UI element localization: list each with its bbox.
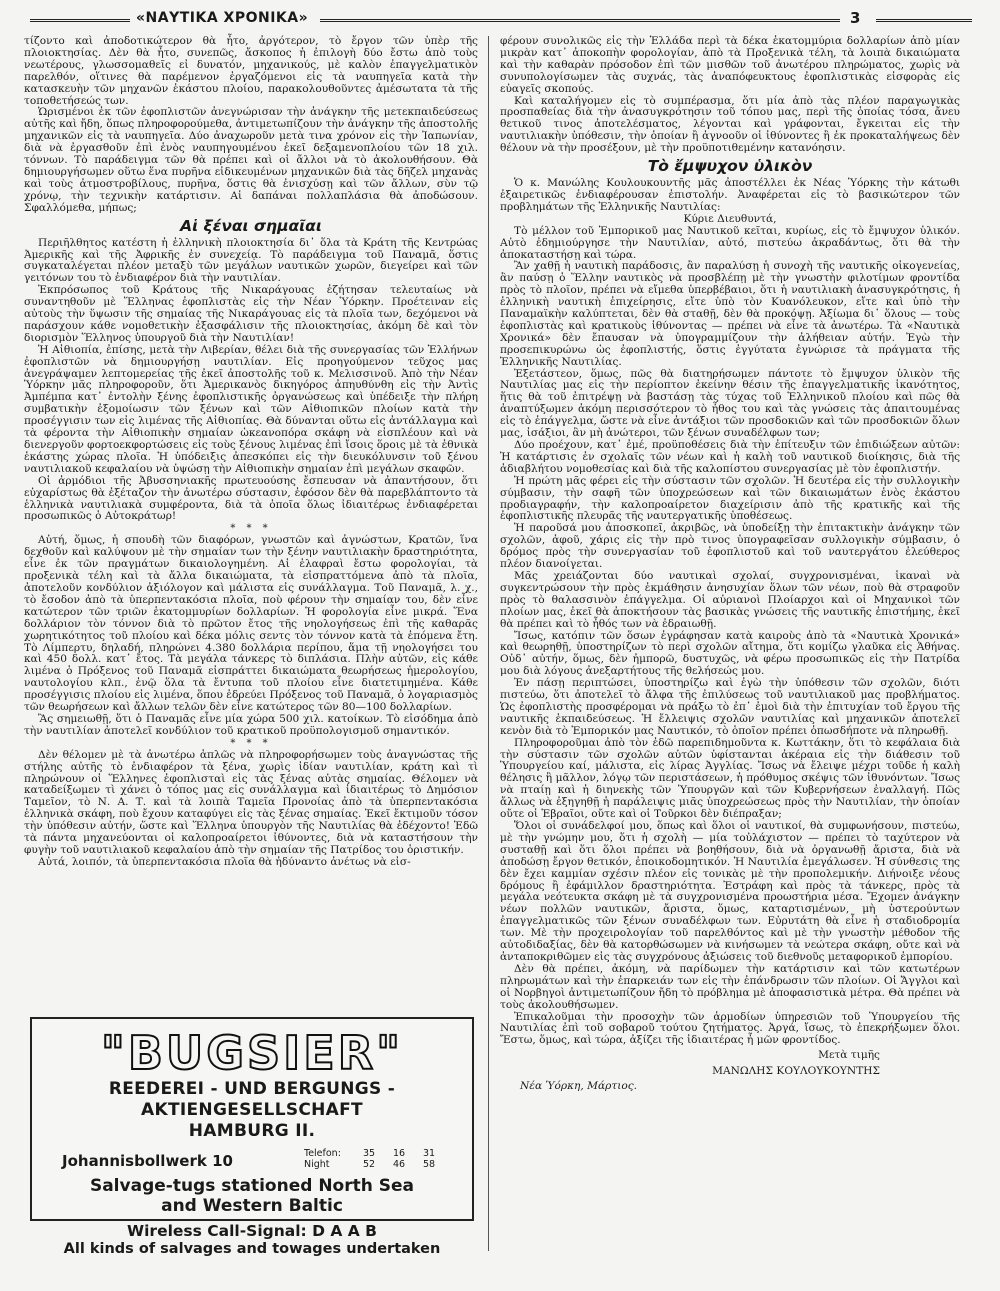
page-number: 3 [850,9,861,27]
phone-number: 52 [362,1159,376,1170]
paragraph: Οἱ ἁρμόδιοι τῆς Ἀβυσσηνιακῆς πρωτευούσης ἔσπευσαν νὰ ἀπαντήσουν, ὅτι εὐχαρίστως θὰ ἐξέταζον τὴν ἀνωτέρω σύστασιν, ἐφόσον δὲν θὰ παρεβλάπτοντο τὰ ἑλληνικὰ ναυτιλιακὰ συμφέροντα, διὰ τὰ ὁποῖα ὅλως ἰδιαιτέρως ἐνδιαφέρεται προσωπικῶς ὁ Αὐτοκράτωρ! [24,474,478,523]
paragraph: φέρουν συνολικῶς εἰς τὴν Ἑλλάδα περὶ τὰ δέκα ἑκατομμύρια δολλαρίων ἀπὸ μίαν μικρὰν κατ᾽ ἀποκοπὴν φορολογίαν, ἀπὸ τὰ Προξενικὰ τέλη, τὰ λοιπὰ δικαιώματα καὶ τὴν καθαρὰν πρόσοδον ἐπὶ τῶν μισθῶν τοῦ ἀνωτέρου πληρώματος, χωρὶς νὰ συνυπολογίσωμεν τὰς συχνάς, τὰς ἀναπόφευκτους ἐφοπλιστικὰς εἰσφορὰς εἰς εὐαγεῖς σκοπούς. [500,35,960,95]
phone-number: 31 [422,1148,436,1159]
header-rule [320,19,840,22]
header-rule [876,19,972,22]
paragraph: Πληροφοροῦμαι ἀπὸ τὸν ἐδῶ παρεπιδημοῦντα κ. Κωττάκην, ὅτι τὸ κεφάλαια διὰ τὴν σύστασιν τῶν σχολῶν αὐτῶν ὑφίστανται ἀκέραια εἰς τὴν διάθεσιν τοῦ Ὑπουργείου καί, μάλιστα, εἰς λίρας Ἀγγλίας. Ἴσως νὰ ἔλειψε μέχρι τοῦδε ἡ καλὴ θέλησις ἢ μᾶλλον, λόγῳ τῶν περιστάσεων, ἡ πρόθυμος σκέψις τῶν ἰθυνόντων. Ἴσως νὰ πταίῃ καὶ ἡ διηνεκὴς τῶν Ὑπουργῶν καὶ τῶν Κυβερνήσεων ἐναλλαγή. Πῶς ἄλλως νὰ ἐξηγηθῇ ἡ παράλειψις μιᾶς ὑποχρεώσεως πρὸς τὴν Ναυτιλίαν, τὴν ὁποίαν οὔτε οἱ Ἑβραῖοι, οὔτε καὶ οἱ Τοῦρκοι δὲν διέπραξαν; [500,736,960,821]
paragraph: τίζοντο καὶ ἀποδοτικώτερον θὰ ἦτο, ἀργότερον, τὸ ἔργον τῶν ὑπὲρ τῆς πλοιοκτησίας. Δὲν θὰ ἦτο, συνεπῶς, ἄσκοπος ἡ ἐπιλογὴ δύο ἔστω ἀπὸ τοὺς νεωτέρους, γλωσσομαθεῖς εἰ δυνατόν, μηχανικούς, μὲ καλὸν ἐπαγγελματικὸν παρελθόν, οἵτινες θὰ παρέμενον ἐργαζόμενοι εἰς τὰ ναυπηγεῖα κατὰ τὴν κατασκευὴν τῶν μηχανῶν ἑκάστου πλοίου, παρακολουθοῦντες ἀμέσωτατα τὰ τῆς τοποθετήσεώς των. [24,35,478,107]
paragraph: Ἐξετάστεον, ὅμως, πῶς θὰ διατηρήσωμεν πάντοτε τὸ ἔμψυχον ὑλικὸν τῆς Ναυτιλίας μας εἰς τὴν περίοπτον ἐκείνην θέσιν τῆς ἐπαγγελματικῆς ἱκανότητος, ἥτις θὰ τοῦ ἐπιτρέψῃ νὰ βαστάσῃ τὰς τύχας τοῦ Ἑλληνικοῦ πλοίου καὶ πῶς θὰ ἀναπτύξωμεν ἀκόμη περισσότερον τὸ ἦθος του καὶ τὰς γνώσεις τὰς ἀπαιτουμένας εἰς τὸ ἐπάγγελμα, ὥστε νὰ εἶνε ἀντάξιοι τῶν προσδοκιῶν καὶ τῶν προσδοκιῶν ὅλων μας, ἰσάξιοι, ἂν μὴ ἀνώτεροι, τῶν ξένων συναδέλφων των; [500,367,960,440]
paragraph: Ἐκπρόσωπος τοῦ Κράτους τῆς Νικαράγουας ἐζήτησαν τελευταίως νὰ συναντηθοῦν μὲ Ἕλληνας ἐφοπλιστὰς εἰς τὴν Νέαν Ὑόρκην. Προέτειναν εἰς αὐτοὺς τὴν ὕψωσιν τῆς σημαίας τῆς Νικαράγουας εἰς τὰ πλοῖα των, δεχόμενοι νὰ παράσχουν κάθε νομοθετικὴν ἐξασφάλισιν τῆς πλοιοκτησίας, ἀκόμη δὲ καὶ τὸν διορισμὸν Ἕλληνος ὑπουργοῦ διὰ τὴν Ναυτιλίαν! [24,284,478,344]
phone-label: Night [304,1159,330,1170]
section-heading: Τὸ ἔμψυχον ὑλικὸν [647,157,813,176]
paragraph: Αὐτή, ὅμως, ἡ σπουδὴ τῶν διαφόρων, γνωστῶν καὶ ἀγνώστων, Κρατῶν, ἵνα δεχθοῦν καὶ καλύψουν μὲ τὴν σημαίαν των τὴν ξένην ναυτιλιακὴν δραστηριότητα, εἶνε ἐκ τῶν πραγμάτων δικαιολογημένη. Αἱ ἐλαφραὶ ἔστω φορολογίαι, τὰ προξενικὰ τέλη καὶ τὰ ἄλλα δικαιώματα, τὰ εἰσπραττόμενα ἀπὸ τὰ πλοῖα, ἀποτελοῦν κονδύλιον ἀξιόλογον καὶ μάλιστα εἰς συνάλλαγμα. Τοῦ Παναμᾶ, λ. χ., τὸ ἔσοδον ἀπὸ τὰ ὑπερπεντακόσια πλοῖα, ποὺ φέρουν τὴν σημαίαν του, δὲν εἶνε κατώτερον τῶν τριῶν ἑκατομμυρίων δολλαρίων. Ἡ φορολογία εἶνε μικρά. Ἕνα δολλάριον τὸν τόννον διὰ τὸ πρῶτον ἔτος τῆς νηολογήσεως ἐπὶ τῆς καθαρᾶς χωρητικότητος τοῦ πλοίου καὶ δέκα μόλις σεντς τὸν τόννον κατὰ τὰ ἑπόμενα ἔτη. Τὸ Λίμπερτυ, δηλαδή, πληρώνει 4.380 δολλάρια περίπου, ἅμα τῇ νηολογήσει του καὶ 450 δολλ. κατ᾽ ἔτος. Τὰ μεγάλα τάνκερς τὸ διπλάσια. Πλὴν αὐτῶν, εἰς κάθε λιμένα ὁ Πρόξενος τοῦ Παναμᾶ εἰσπράττει δικαιώματα θεωρήσεως ἡμερολογίου, ναυτολογίου κλπ., ἐνῷ ὅλα τὰ ἔντυπα τοῦ πλοίου εἶνε διατετιμημένα. Κάθε προσέγγισις πλοίου εἰς λιμένα, ὅπου ἐδρεύει Πρόξενος τοῦ Παναμᾶ, ὁ λογαριασμὸς τῶν θεωρήσεων καὶ ἄλλων τελῶν δὲν εἶνε κατώτερος τῶν 80—100 δολλαρίων. [24,534,478,714]
ad-services: All kinds of salvages and towages undertaken [63,1241,441,1257]
page-header [18,10,982,30]
place-and-date: Νέα Ὑόρκη, Μάρτιος. [520,1080,638,1093]
paragraph: Δὲν θέλομεν μὲ τὰ ἀνωτέρω ἁπλῶς νὰ πληροφορήσωμεν τοὺς ἀναγνώστας τῆς στήλης αὐτῆς τὸ ἐνδιαφέρον τὰ ξένα, χωρὶς ἰδίαν ναυτιλίαν, κράτη καὶ τὶ πληρώνουν οἱ Ἕλληνες ἐφοπλισταὶ εἰς τὰς ξένας αὐτὰς σημαίας. Θέλομεν νὰ καταδείξωμεν τὶ χάνει ὁ τόπος μας εἰς συνάλλαγμα καὶ ἰδιαιτέρως τὸ Δημόσιον Ταμεῖον, τὸ Ν. Α. Τ. καὶ τὰ λοιπὰ Ταμεῖα Προνοίας ἀπὸ τὰ ὑπερπεντακόσια ἑλληνικὰ σκάφη, ποὺ ἔχουν καταφύγει εἰς τὰς ξένας σημαίας. Ἐκεῖ ἔκτιμοῦν τόσον τὴν ὑπόθεσιν αὐτήν, ὥστε καὶ Ἕλληνα ὑπουργὸν τῆς Ναυτιλίας θὰ ἐδέχοντο! Ἐδῶ τὰ πάντα μηχανεύονται οἱ καλοπροαίρετοι ἰθύνοντες, διὰ νὰ καταστήσουν τὴν φυγὴν τοῦ ναυτιλιακοῦ κεφαλαίου ἀπὸ τὴν σημαίαν τῆς Πατρίδος του ὁριστικήν. [24,748,478,856]
ad-tagline: and Western Baltic [161,1196,343,1216]
column-divider [488,36,489,1251]
company-logo: "BUGSIER" [100,1026,404,1080]
paragraph: Αὐτά, λοιπόν, τὰ ὑπερπεντακόσια πλοῖα θὰ ἠδύναντο ἀνέτως νὰ εἰσ- [38,855,411,868]
letter-signature: ΜΑΝΩΛΗΣ ΚΟΥΛΟΥΚΟΥΝΤΗΣ [712,1065,880,1078]
left-column [24,36,478,869]
section-heading: Αἱ ξέναι σημαῖαι [180,216,322,235]
phone-number: 58 [422,1159,436,1170]
section-separator: * * * [230,523,272,535]
paragraph: Τὸ μέλλον τοῦ Ἐμπορικοῦ μας Ναυτικοῦ κεῖται, κυρίως, εἰς τὸ ἔμψυχον ὑλικόν. Αὐτὸ ἐδημιούργησε τὴν Ναυτιλίαν, αὐτό, πιστεύω ἀκραδάντως, ὅτι θὰ τὴν ἀποκαταστήσῃ καὶ τώρα. [500,224,960,261]
bugsier-advertisement [30,1017,474,1257]
phone-number: 35 [362,1148,376,1159]
paragraph: Δύο προέχουν, κατ᾽ ἐμέ, προϋποθέσεις διὰ τὴν ἐπίτευξιν τῶν ἐπιδιώξεων αὐτῶν: Ἡ κατάρτισις ἐν σχολαῖς τῶν νέων καὶ ἡ καλὴ τοῦ ναυτικοῦ διοίκησις, διὰ τῆς ἀδιαβλήτου νομοθεσίας καὶ διὰ τῆς καλοπίστου συνεργασίας μὲ τὸν ἐφοπλιστήν. [500,439,960,475]
paragraph: Καὶ καταλήγομεν εἰς τὸ συμπέρασμα, ὅτι μία ἀπὸ τὰς πλέον παραγωγικὰς προσπαθείας διὰ τὴν ἀνασυγκρότησιν τοῦ τόπου μας, περὶ τῆς ὁποίας τόσα, ἄνευ θετικοῦ τινος ἀποτελέσματος, λέγονται καὶ γράφονται, ἔγκειται εἰς τὴν ναυτιλιακὴν ὑπόθεσιν, τὴν ὁποίαν ἢ ἀγνοοῦν οἱ ἰθύνοντες ἢ ἐκ προκαταλήψεως δὲν θέλουν νὰ τὴν προσέξουν, μὲ τὴν προϋποτιθεμένην κατανόησιν. [500,94,960,155]
paragraph: Ἂν χαθῇ ἡ ναυτικὴ παράδοσις, ἂν παραλύσῃ ἡ συνοχὴ τῆς ναυτικῆς οἰκογενείας, ἂν παύσῃ ὁ Ἕλλην ναυτικὸς νὰ προσβλέπῃ μὲ τὴν γνωστὴν φιλοτίμων φροντίδα πρὸς τὸ πλοῖον, πρέπει νὰ εἴμεθα ὑπερβέβαιοι, ὅτι ἡ ναυτιλιακὴ ἀνασυγκρότησις, ἡ ἑλληνικὴ ναυτικὴ ἐπιχείρησις, εἴτε ὑπὸ τὸν Κυανόλευκον, εἴτε καὶ ὑπὸ τὴν Παναμαϊκὴν καλύπτεται, δὲν θὰ σταθῇ, δὲν θὰ προκόψῃ. Ἀξίωμα δι᾽ ὅλους — τοὺς ἐφοπλιστὰς καὶ κρατικοὺς ἰθύνοντας — πρέπει νὰ εἶνε τὰ ἀνωτέρω. Τὰ «Ναυτικὰ Χρονικά» δὲν ἔπαυσαν νὰ ὑπογραμμίζουν τὴν ἀλήθειαν αὐτήν. Ἐγὼ τὴν προσεπικυρώνω ὡς ἐφοπλιστής, ὅστις ἐγγύτατα ἐγνώρισε τὰ πράγματα τῆς Ἑλληνικῆς Ναυτιλίας. [500,260,960,368]
paragraph: Ἐπικαλοῦμαι τὴν προσοχὴν τῶν ἁρμοδίων ὑπηρεσιῶν τοῦ Ὑπουργείου τῆς Ναυτιλίας ἐπὶ τοῦ σοβαροῦ τούτου ζητήματος. Ἀργά, ἴσως, τὸ ἐπεκρήξωμεν ὅλοι. Ἔστω, ὅμως, καὶ τώρα, ἀξίζει τῆς ἰδιαιτέρας ἦ μῶν φροντίδος. [500,1010,960,1047]
section-separator: * * * [230,737,272,749]
company-address: Johannisbollwerk 10 [62,1152,233,1170]
letter-closing: Μετὰ τιμῆς [818,1049,880,1062]
contact-row [32,1146,472,1176]
paragraph: Μᾶς χρειάζονται δύο ναυτικαὶ σχολαί, συγχρονισμέναι, ἱκαναὶ νὰ συγκεντρώσουν τὴν πρὸς ἐκμάθησιν ἀνησυχίαν ὅλων τῶν νέων, ποὺ θὰ στραφοῦν πρὸς τὸ θαλασσινὸν ἐπάγγελμα. Οἱ αὐριανοὶ Πλοίαρχοι καὶ οἱ Μηχανικοὶ τῶν πλοίων μας, ἐκεῖ θὰ ἀποκτήσουν τὰς βασικὰς γνώσεις τῆς ναυτικῆς ἐπιστήμης, ἐκεῖ θὰ πρέπει καὶ τὸ ἦθός των νὰ ἐδραιωθῇ. [500,569,960,630]
phone-number: 46 [392,1159,406,1170]
company-name: REEDEREI - UND BERGUNGS - AKTIENGESELLSCHAFT [108,1079,396,1120]
paragraph: Ἡ πρώτη μᾶς φέρει εἰς τὴν σύστασιν τῶν σχολῶν. Ἡ δευτέρα εἰς τὴν συλλογικὴν σύμβασιν, τὴν σαφῆ τῶν ὑποχρεώσεων καὶ τῶν δικαιωμάτων ἑνὸς ἑκάστου προδιαγραφήν, τὴν καλοπροαίρετον διαχείρισιν ἀπὸ τῆς κρατικῆς καὶ τῆς ἐφοπλιστικῆς πλευρᾶς τῆς ναυτεργατικῆς ὑποθέσεως. [500,474,960,523]
header-rule [30,19,130,22]
paragraph: Ὡρισμένοι ἐκ τῶν ἐφοπλιστῶν ἀνεγνώρισαν τὴν ἀνάγκην τῆς μετεκπαιδεύσεως αὐτῆς καὶ ἤδη, ὅπως πληροφορούμεθα, ἀντιμετωπίζουν τὴν ἀνάγκην τῆς ἀποστολῆς μηχανικῶν εἰς τὰ ναυπηγεῖα. Δύο ἀναχωροῦν μετὰ τινα χρόνον εἰς τὴν Ἰαπωνίαν, διὰ νὰ ἐργασθοῦν ἐπὶ ἑνὸς ναυπηγουμένου ἐκεῖ δεξαμενοπλοίου τῶν 18 χιλ. τόννων. Τὸ παράδειγμα τῶν θὰ πρέπει καὶ οἱ ἄλλοι νὰ τὸ ἀκολουθήσουν. Θὰ δημιουργήσωμεν οὕτω ἕνα πυρῆνα εἰδικευμένων μηχανικῶν διὰ τὰς δῆζελ μηχανὰς καὶ τοὺς ἀτμοστροβίλους, πυρῆνα, ὅστις θὰ ἐνισχύσῃ καὶ τῶν ἄλλων, σὺν τῷ χρόνῳ, τὴν τεχνικὴν κατάρτισιν. Αἱ δαπάναι πολλαπλάσια θὰ ἀποδώσουν. Σφαλλόμεθα, μήπως; [24,106,478,214]
wireless-call-sign: Wireless Call-Signal: D A A B [127,1222,377,1240]
paragraph: Ἐν πάσῃ περιπτώσει, ὑποστηρίζω καὶ ἐγὼ τὴν ὑπόθεσιν τῶν σχολῶν, διότι πιστεύω, ὅτι ἀποτελεῖ τὸ ἄλφα τῆς ἐπιλύσεως τοῦ ναυτιλιακοῦ μας προβλήματος. Ὡς ἐφοπλιστὴς προσφέρομαι νὰ πράξω τὸ ἐπ᾽ ἐμοὶ διὰ τὴν ἐπιτυχίαν τοῦ ἔργου τῆς ναυτικῆς ἐκπαιδεύσεως. Ἡ ἔλλειψις σχολῶν ναυτιλίας καὶ μηχανικῶν ἀποτελεῖ κενὸν διὰ τὸ Ἐμπορικόν μας Ναυτικόν, τὸ ὁποῖον πρέπει ὁπωσδήποτε νὰ πληρωθῇ. [500,677,960,737]
paragraph: Ἂς σημειωθῇ, ὅτι ὁ Παναμᾶς εἶνε μία χώρα 500 χιλ. κατοίκων. Τὸ εἰσόδημα ἀπὸ τὴν ναυτιλίαν ἀποτελεῖ κονδύλιον τοῦ κρατικοῦ προϋπολογισμοῦ σημαντικόν. [24,712,478,737]
phone-label: Telefon: [304,1148,341,1159]
paragraph: Ἡ παροῦσά μου ἀποσκοπεῖ, ἀκριβῶς, νὰ ὑποδείξῃ τὴν ἐπιτακτικὴν ἀνάγκην τῶν σχολῶν, ἀφοῦ, χάρις εἰς τὴν πρὸ τινος ὑπογραφεῖσαν συλλογικὴν σύμβασιν, ὁ δρόμος πρὸς τὴν συνεργασίαν τοῦ ἐφοπλιστοῦ καὶ τοῦ ναυτεργάτου ἐλεύθερος πλέον διανοίγεται. [500,522,960,571]
magazine-title: «ΝΑΥΤΙΚΑ ΧΡΟΝΙΚΑ» [136,10,309,26]
letter-salutation: Κύριε Διευθυντά, [683,212,777,225]
paragraph: Ἡ Αἰθιοπία, ἐπίσης, μετὰ τὴν Λιβερίαν, θέλει διὰ τῆς συνεργασίας τῶν Ἑλλήνων ἐφοπλιστῶν νὰ δημιουργήσῃ ναυτιλίαν. Εἰς προηγούμενον τεῦχος μας ἀνεγράψαμεν λεπτομερείας τῆς ἐκεῖ ἀποστολῆς τοῦ κ. Μελισσινοῦ. Ἀπὸ τὴν Νέαν Ὑόρκην μᾶς πληροφοροῦν, ὅτι Ἀμερικανὸς δικηγόρος ἀπηυθύνθη εἰς τὴν Ἀντὶς Ἀμπέμπα κατ᾽ ἐντολὴν ξένης ἐφοπλιστικῆς ὀργανώσεως καὶ ὑπέδειξε τὴν πλήρη συμβατικὴν ἐξομοίωσιν τῶν ξένων καὶ τῶν Αἰθιοπικῶν πλοίων κατὰ τὴν προσέγγισιν των εἰς λιμένας τῆς Αἰθιοπίας. Θὰ δύνανται οὕτω εἰς ἀντάλλαγμα καὶ τὰ φέροντα τὴν Αἰθιοπικὴν σημαίαν ὠκεανοπόρα σκάφη νὰ εἰσπλέουν καὶ νὰ διενεργοῦν φορτοεκφορτώσεις εἰς τοὺς ξένους λιμένας ἐπὶ ἴσοις ὅροις μὲ τὰ ἐθνικὰ ἑκάστης χώρας πλοῖα. Ἡ ὑπόδειξις ἀπεσκόπει εἰς τὴν διευκόλυνσιν τοῦ ξένου ναυτιλιακοῦ κεφαλαίου νὰ ὑψώσῃ τὴν Αἰθιοπικὴν σημαίαν ἐπὶ μεγάλων σκαφῶν. [24,343,478,475]
paragraph: Ὁ κ. Μανώλης Κουλουκουντῆς μᾶς ἀποστέλλει ἐκ Νέας Ὑόρκης τὴν κάτωθι ἐξαιρετικῶς ἐνδιαφέρουσαν ἐπιστολήν. Ἀναφέρεται εἰς τὸ βασικώτερον τῶν προβλημάτων τῆς Ἑλληνικῆς Ναυτιλίας: [500,177,960,213]
phone-numbers [304,1148,444,1170]
phone-number: 16 [392,1148,406,1159]
company-city: HAMBURG II. [188,1121,316,1141]
right-column [500,36,960,1093]
paragraph: Δὲν θὰ πρέπει, ἀκόμη, νὰ παρίδωμεν τὴν κατάρτισιν καὶ τῶν κατωτέρων πληρωμάτων καὶ τὴν ἐπαρκειάν των εἰς τὴν ἐπάνδρωσιν τῶν πλοίων. Οἱ Ἄγγλοι καὶ οἱ Νορβηγοὶ ἀντιμετωπίζουν ἤδη τὸ πρόβλημα μὲ ἀποφασιστικὰ μέτρα. Θὰ πρέπει νὰ τοὺς ἀκολουθήσωμεν. [500,962,960,1011]
paragraph: Περιῆλθητος κατέστη ἡ ἑλληνικὴ πλοιοκτησία δι᾽ ὅλα τὰ Κράτη τῆς Κεντρώας Ἀμερικῆς καὶ τῆς Ἀφρικῆς ἐν συνεχείᾳ. Τὸ παράδειγμα τοῦ Παναμᾶ, ὅστις συγκαταλέγεται πλέον μεταξὺ τῶν μεγάλων ναυτικῶν χωρῶν, διεγείρει καὶ τῶν γειτόνων του τὸ ἐνδιαφέρον διὰ τὴν ναυτιλίαν. [24,236,478,285]
ad-tagline: Salvage-tugs stationed North Sea [89,1176,415,1196]
paragraph: Ὅλοι οἱ συνάδελφοί μου, ὅπως καὶ ὅλοι οἱ ναυτικοί, θὰ συμφωνήσουν, πιστεύω, μὲ τὴν γνώμην μου, ὅτι ἡ σχολὴ — μία τοὐλάχιστον — πρέπει τὸ ταχύτερον νὰ συσταθῇ καὶ ὅτι ὅλοι πρέπει νὰ βοηθήσουν, διὰ νὰ ὀργανωθῇ ἄριστα, διὰ νὰ ἀποδώσῃ ἔργον θετικόν, ἐποικοδομητικόν. Ἡ Ναυτιλία ἐμεγάλωσεν. Ἡ σύνθεσις της δὲν ἔχει καμμίαν σχέσιν πλέον εἰς τονικὰς μὲ τὴν προπολεμικήν. Διήνοιξε νέους δρόμους ἢ ἐφάμιλλον δραστηριότητα. Ἐστράφη καὶ πρὸς τὰ τάνκερς, πρὸς τὰ μεγάλα νεότευκτα σκάφη μὲ τὰ συγχρονισμένα προωστήρια μέσα. Ἔχομεν ἀνάγκην νέων πολλῶν ναυτικῶν, ἄριστα, ὅμως, καταρτισμένων, μὴ ὑστερούντων ἐπαγγελματικῶς τῶν ξένων συναδέλφων των. Εὐρυτάτη θὰ εἶνε ἡ σταδιοδρομία των. Μὲ τὴν προχειρολογίαν τοῦ παρελθόντος καὶ μὲ τὴν γνωστὴν μέθοδον τῆς αὐτοδιδαξίας, δὲν θὰ κατορθώσωμεν νὰ κινήσωμεν τὰ νεώτερα σκάφη, οὔτε καὶ νὰ ἀνταποκριθῶμεν εἰς τὰς συγχρόνους ἀξιώσεις τοῦ διεθνοῦς μεταφορικοῦ ἐμπορίου. [500,820,960,963]
paragraph: Ἴσως, κατόπιν τῶν ὅσων ἐγράφησαν κατὰ καιροὺς ἀπὸ τὰ «Ναυτικὰ Χρονικά» καὶ θεωρηθῇ, ὑποστηρίζων τὸ περὶ σχολῶν αἴτημα, ὅτι κομίζω γλαῦκα εἰς Ἀθήνας. Οὐδ᾽ αὐτήν, ὅμως, δὲν ἠμπορῶ, δυστυχῶς, νὰ φέρω προσωπικῶς εἰς τὴν Πατρίδα μου διὰ λόγους ἀνεξαρτήτους τῆς θελήσεώς μου. [500,629,960,678]
